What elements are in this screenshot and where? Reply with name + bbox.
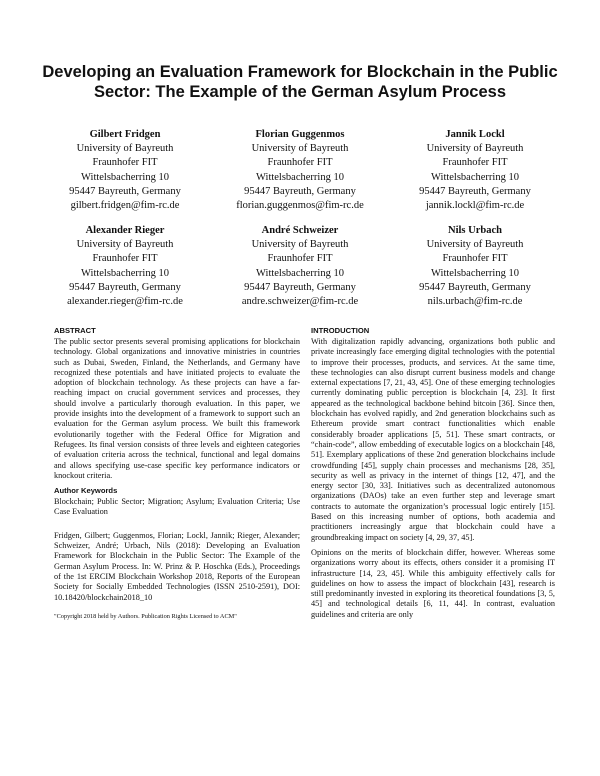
- right-column: [311, 326, 555, 620]
- author-city: 95447 Bayreuth, Germany: [419, 281, 531, 293]
- introduction-heading: INTRODUCTION: [311, 326, 370, 335]
- keywords-heading: Author Keywords: [54, 486, 118, 496]
- author-city: 95447 Bayreuth, Germany: [69, 281, 181, 293]
- author-street: Wittelsbacherring 10: [256, 171, 344, 183]
- author-institute: Fraunhofer FIT: [92, 253, 158, 265]
- author-block: [215, 128, 385, 213]
- author-institute: Fraunhofer FIT: [442, 253, 508, 265]
- author-row: [40, 128, 560, 213]
- author-name: Jannik Lockl: [445, 129, 505, 140]
- author-row: [40, 224, 560, 309]
- author-city: 95447 Bayreuth, Germany: [419, 185, 531, 197]
- author-name: Nils Urbach: [448, 225, 502, 236]
- author-email: gilbert.fridgen@fim-rc.de: [70, 200, 180, 212]
- author-city: 95447 Bayreuth, Germany: [244, 281, 356, 293]
- paper-title: Developing an Evaluation Framework for Blockchain in the Public Sector: The Example of the German Asylum Process: [42, 63, 558, 101]
- left-column: [54, 326, 300, 621]
- author-university: University of Bayreuth: [251, 239, 349, 251]
- author-institute: Fraunhofer FIT: [267, 157, 333, 169]
- author-email: florian.guggenmos@fim-rc.de: [236, 200, 364, 212]
- author-institute: Fraunhofer FIT: [267, 253, 333, 265]
- author-street: Wittelsbacherring 10: [431, 171, 519, 183]
- author-street: Wittelsbacherring 10: [81, 267, 169, 279]
- author-street: Wittelsbacherring 10: [256, 267, 344, 279]
- author-block: [40, 128, 210, 213]
- author-institute: Fraunhofer FIT: [442, 157, 508, 169]
- author-city: 95447 Bayreuth, Germany: [69, 185, 181, 197]
- author-name: Alexander Rieger: [85, 225, 165, 236]
- author-block: [390, 128, 560, 213]
- author-name: André Schweizer: [261, 225, 339, 236]
- author-email: jannik.lockl@fim-rc.de: [425, 200, 525, 212]
- author-email: nils.urbach@fim-rc.de: [427, 296, 523, 308]
- author-institute: Fraunhofer FIT: [92, 157, 158, 169]
- author-university: University of Bayreuth: [251, 143, 349, 155]
- author-name: Gilbert Fridgen: [89, 129, 161, 140]
- author-block: [390, 224, 560, 309]
- author-block: [215, 224, 385, 309]
- author-street: Wittelsbacherring 10: [431, 267, 519, 279]
- author-university: University of Bayreuth: [76, 143, 174, 155]
- abstract-heading: ABSTRACT: [54, 326, 96, 335]
- abstract-text: The public sector presents several promising applications for blockchain technology. Global organizations and innovative ministries in countries such as Dubai, Sweden, Finland, the Netherlands, and Germany have recognized these potentials and have initiated projects to evaluate the adoption of blockchain technology. As these projects can have a far-reaching impact on crucial government services and processes, they should involve a particularly thorough evaluation. In this paper, we provide insights into the development of a framework to support such an evaluation for the German asylum process. We built this framework evolutionarily together with the Federal Office for Migration and Refugees. Its final version consists of three levels and eighteen categories of evaluation criteria across the technical, functional and legal domains and allows specifying use-case specific key performance indicators or knockout criteria.: [54, 337, 300, 480]
- introduction-paragraph: With digitalization rapidly advancing, organizations both public and private increasingly face emerging digital technologies with the potential to improve their processes, products, and services. At the same time, these technologies can also disrupt current business models and change external expectations [7, 21, 43, 45]. One of these emerging technologies currently dominating public perception is blockchain [4, 23]. It first appeared as the technological backbone behind bitcoin [36]. Since then, blockchain has evolved rapidly, and 2nd generation blockchains such as Ethereum provide smart contract functionalities which enable considerably broader applications [5, 51]. These smart contracts, or “chain-code”, allow embedding of executable logics on a blockchain [48, 51]. Exemplary applications of these 2nd generation blockchains include crowdfunding [45], supply chain processes and mechanisms [28, 35], security as well as privacy in the internet of things [12, 47], and the energy sector [30, 33]. Initiatives such as decentralized autonomous organizations (DAOs) take an even further step and leverage smart contracts to automate the organization’s processual logic entirely [15]. Based on this increasing number of options, both academia and practitioners increasingly argue that blockchain could have a groundbreaking impact on society [4, 29, 37, 45].: [311, 337, 555, 542]
- author-university: University of Bayreuth: [76, 239, 174, 251]
- introduction-paragraph: Opinions on the merits of blockchain differ, however. Whereas some organizations worry about its effects, others consider it a promising IT infrastructure [14, 23, 45]. While this ambiguity effectively calls for guidelines on how to assess the impact of blockchain [43], research is still predominantly invested in exploring its theoretical foundations [3, 5, 45] and technological details [6, 11, 44]. In contrast, evaluation guidelines and criteria are only: [311, 547, 555, 619]
- keywords-text: Blockchain; Public Sector; Migration; Asylum; Evaluation Criteria; Use Case Evaluation: [54, 497, 300, 517]
- author-city: 95447 Bayreuth, Germany: [244, 185, 356, 197]
- author-name: Florian Guggenmos: [255, 129, 345, 140]
- author-email: alexander.rieger@fim-rc.de: [67, 296, 183, 308]
- author-block: [40, 224, 210, 309]
- citation-text: Fridgen, Gilbert; Guggenmos, Florian; Lockl, Jannik; Rieger, Alexander; Schweizer, André; Urbach, Nils (2018): Developing an Evaluation Framework for Blockchain in the Public Sector: The Example of the German Asylum Process. In: W. Prinz & P. Hoschka (Eds.), Proceedings of the 1st ERCIM Blockchain Workshop 2018, Reports of the European Society for Socially Embedded Technologies (ISSN 2510-2591), DOI: 10.18420/blockchain2018_10: [54, 530, 300, 602]
- copyright-notice: "Copyright 2018 held by Authors. Publication Rights Licensed to ACM": [54, 612, 237, 620]
- author-university: University of Bayreuth: [426, 143, 524, 155]
- author-email: andre.schweizer@fim-rc.de: [241, 296, 359, 308]
- author-university: University of Bayreuth: [426, 239, 524, 251]
- author-street: Wittelsbacherring 10: [81, 171, 169, 183]
